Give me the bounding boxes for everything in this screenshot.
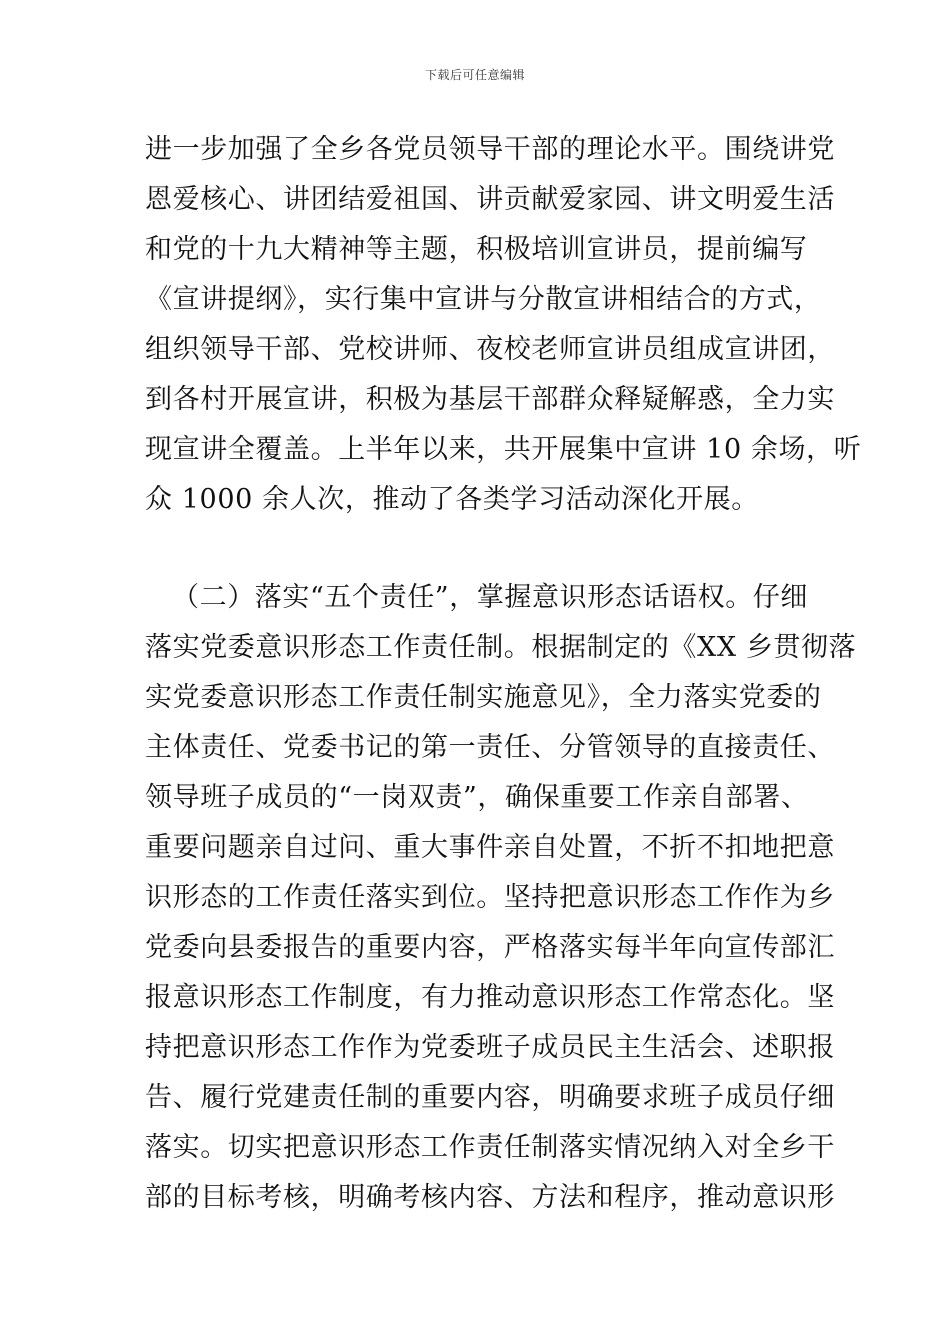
paragraph-line: 识形态的工作责任落实到位。坚持把意识形态工作作为乡 bbox=[145, 882, 835, 913]
paragraph-line: 和党的十九大精神等主题，积极培训宣讲员，提前编写 bbox=[145, 234, 808, 265]
paragraph-line: 组织领导干部、党校讲师、夜校老师宣讲员组成宣讲团， bbox=[145, 334, 835, 365]
paragraph-line: 报意识形态工作制度，有力推动意识形态工作常态化。坚 bbox=[145, 982, 835, 1013]
paragraph-line: 恩爱核心、讲团结爱祖国、讲贡献爱家园、讲文明爱生活 bbox=[145, 184, 835, 215]
paragraph-line: 主体责任、党委书记的第一责任、分管领导的直接责任、 bbox=[145, 732, 835, 763]
page-header: 下载后可任意编辑 bbox=[424, 68, 525, 82]
paragraph-line: 《宣讲提纲》，实行集中宣讲与分散宣讲相结合的方式， bbox=[145, 284, 822, 315]
paragraph-line: 落实党委意识形态工作责任制。根据制定的《XX 乡贯彻落 bbox=[145, 632, 857, 663]
paragraph-line: 告、履行党建责任制的重要内容，明确要求班子成员仔细 bbox=[145, 1082, 835, 1113]
paragraph-line: （二）落实“五个责任”，掌握意识形态话语权。仔细 bbox=[172, 582, 809, 613]
paragraph-line: 到各村开展宣讲，积极为基层干部群众释疑解惑，全力实 bbox=[145, 384, 835, 415]
paragraph-line: 党委向县委报告的重要内容，严格落实每半年向宣传部汇 bbox=[145, 932, 835, 963]
paragraph-line: 部的目标考核，明确考核内容、方法和程序，推动意识形 bbox=[145, 1182, 835, 1213]
paragraph-line: 现宣讲全覆盖。上半年以来，共开展集中宣讲 10 余场，听 bbox=[145, 434, 862, 465]
paragraph-line: 落实。切实把意识形态工作责任制落实情况纳入对全乡干 bbox=[145, 1132, 835, 1163]
paragraph-line: 持把意识形态工作作为党委班子成员民主生活会、述职报 bbox=[145, 1032, 835, 1063]
paragraph-line: 领导班子成员的“一岗双责”，确保重要工作亲自部署、 bbox=[145, 782, 809, 813]
paragraph-line: 众 1000 余人次，推动了各类学习活动深化开展。 bbox=[145, 484, 759, 515]
paragraph-line: 重要问题亲自过问、重大事件亲自处置，不折不扣地把意 bbox=[145, 832, 835, 863]
paragraph-line: 实党委意识形态工作责任制实施意见》，全力落实党委的 bbox=[145, 682, 822, 713]
paragraph-line: 进一步加强了全乡各党员领导干部的理论水平。围绕讲党 bbox=[145, 134, 835, 165]
